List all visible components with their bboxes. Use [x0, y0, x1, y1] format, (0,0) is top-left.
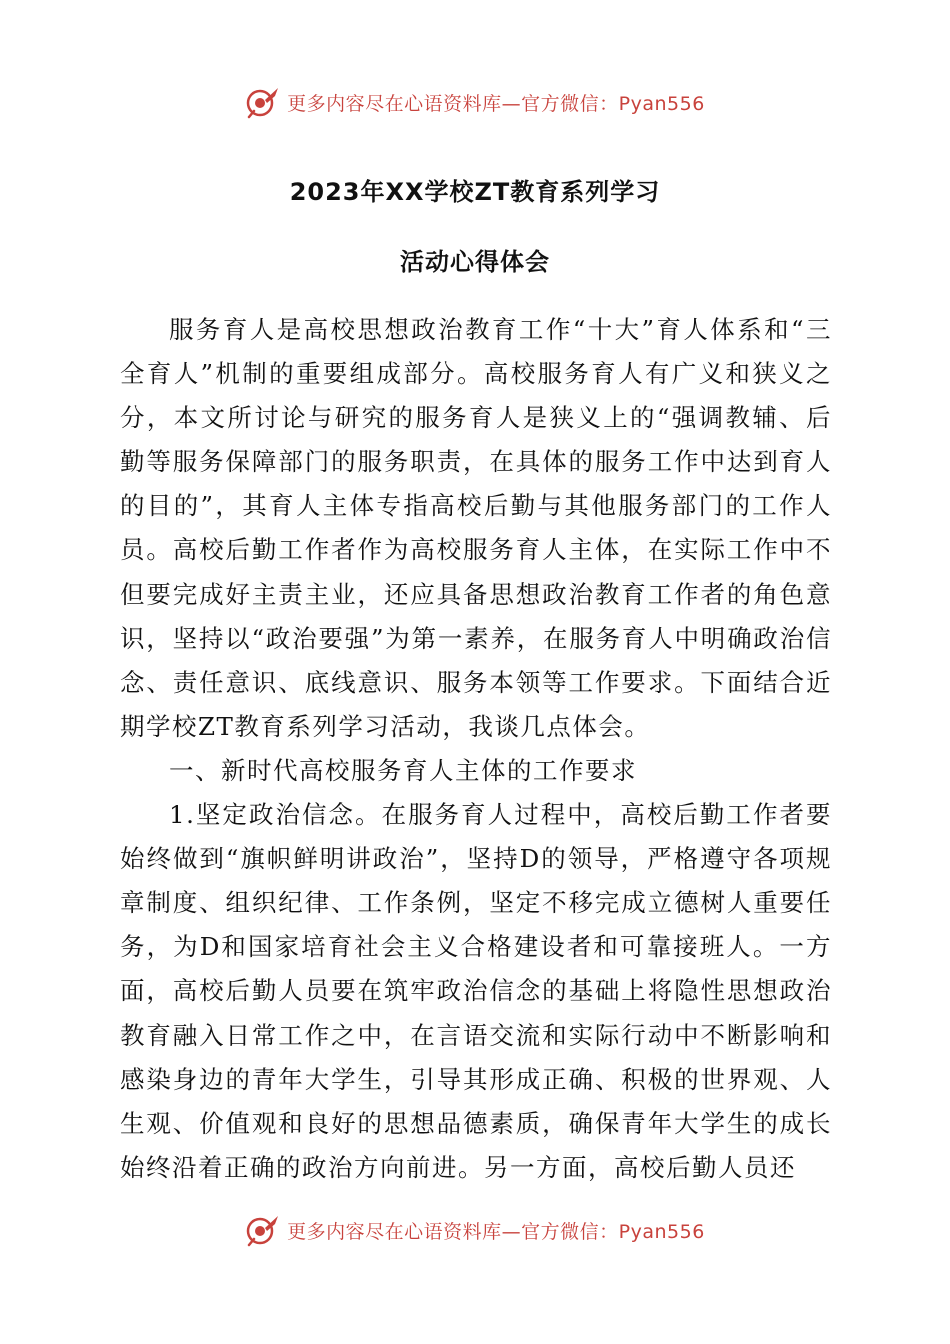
body-paragraph-point-1: 1.坚定政治信念。在服务育人过程中，高校后勤工作者要始终做到“旗帜鲜明讲政治”，坚持D的领导，严格遵守各项规章制度、组织纪律、工作条例，坚定不移完成立德树人重要任务，为D和国家培育社会主义合格建设者和可靠接班人。一方面，高校后勤人员要在筑牢政治信念的基础上将隐性思想政治教育融入日常工作之中，在言语交流和实际行动中不断影响和感染身边的青年大学生，引导其形成正确、积极的世界观、人生观、价值观和良好的思想品德素质，确保青年大学生的成长始终沿着正确的政治方向前进。另一方面，高校后勤人员还 [120, 800, 832, 1182]
header-watermark-banner [0, 82, 950, 122]
quill-pen-logo-icon [245, 84, 281, 120]
watermark-text: 更多内容尽在心语资料库—官方微信：Pyan556 [287, 1220, 705, 1243]
quill-pen-logo-icon [245, 1212, 281, 1248]
footer-watermark-banner [0, 1210, 950, 1250]
document-title-line-2: 活动心得体会 [400, 248, 550, 276]
section-heading-1: 一、新时代高校服务育人主体的工作要求 [169, 755, 637, 785]
document-body [120, 308, 832, 1190]
body-paragraph-intro: 服务育人是高校思想政治教育工作“十大”育人体系和“三全育人”机制的重要组成部分。高校服务育人有广义和狭义之分，本文所讨论与研究的服务育人是狭义上的“强调教辅、后勤等服务保障部门的服务职责，在具体的服务工作中达到育人的目的”，其育人主体专指高校后勤与其他服务部门的工作人员。高校后勤工作者作为高校服务育人主体，在实际工作中不但要完成好主责主业，还应具备思想政治教育工作者的角色意识，坚持以“政治要强”为第一素养，在服务育人中明确政治信念、责任意识、底线意识、服务本领等工作要求。下面结合近期学校ZT教育系列学习活动，我谈几点体会。 [120, 315, 832, 741]
watermark-text: 更多内容尽在心语资料库—官方微信：Pyan556 [287, 92, 705, 115]
document-title-line-1: 2023年XX学校ZT教育系列学习 [289, 178, 661, 206]
